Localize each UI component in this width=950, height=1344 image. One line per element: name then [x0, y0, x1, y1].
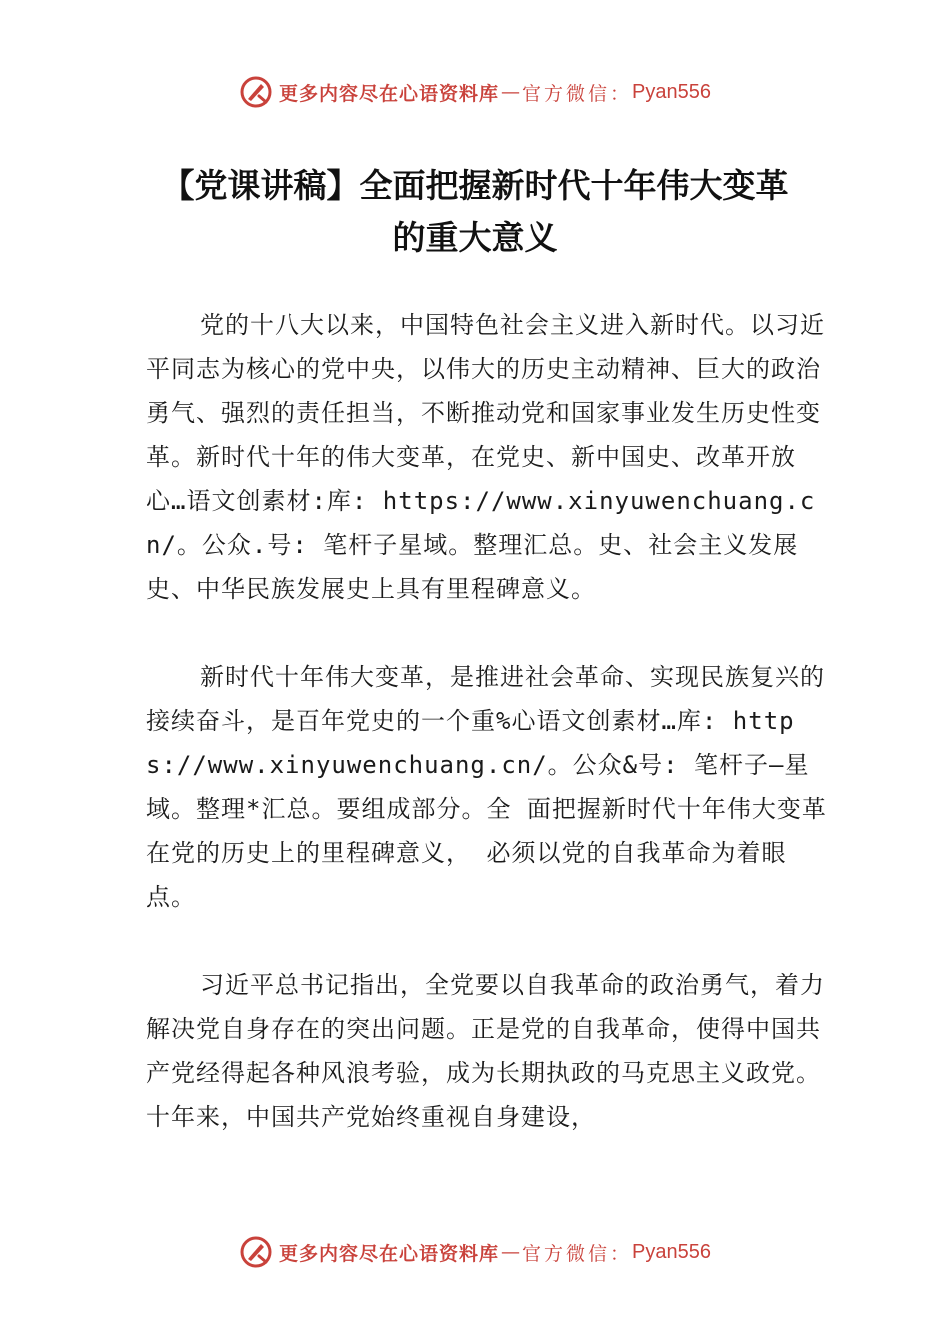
document-body	[146, 303, 828, 1183]
paragraph-3: 习近平总书记指出，全党要以自我革命的政治勇气，着力解决党自身存在的突出问题。正是党的自我革命，使得中国共产党经得起各种风浪考验，成为长期执政的马克思主义政党。十年来，中国共产党始终重视自身建设，	[146, 971, 825, 1131]
footer-banner	[0, 1232, 950, 1272]
brand-logo-icon	[239, 1235, 273, 1269]
document-title	[100, 160, 850, 264]
footer-wechat-label: 官方微信：	[522, 1242, 633, 1265]
title-line-2: 的重大意义	[392, 218, 558, 257]
paragraph-2: 新时代十年伟大变革，是推进社会革命、实现民族复兴的接续奋斗，是百年党史的一个重%心语文创素材…库: https://www.xinyuwenchuang.cn/。公众&号: 笔杆子—星域。整理*汇总。要组成部分。全 面把握新时代十年伟大变革在党的历史上的里程碑意义， 必须以党的自我革命为着眼点。	[146, 663, 827, 911]
banner-wechat-label: 官方微信：	[522, 82, 633, 105]
footer-brand-text: 更多内容尽在心语资料库	[279, 1242, 500, 1265]
paragraph-1: 党的十八大以来，中国特色社会主义进入新时代。以习近平同志为核心的党中央，以伟大的历史主动精神、巨大的政治勇气、强烈的责任担当，不断推动党和国家事业发生历史性变革。新时代十年的伟大变革，在党史、新中国史、改革开放心…语文创素材:库: https://www.xinyuwenchuang.cn/。公众.号: 笔杆子星域。整理汇总。史、社会主义发展史、中华民族发展史上具有里程碑意义。	[146, 311, 825, 603]
header-banner	[0, 72, 950, 112]
brand-logo-icon	[239, 75, 273, 109]
footer-separator: —	[501, 1241, 521, 1263]
banner-wechat-id: Pyan556	[632, 80, 711, 103]
banner-separator: —	[501, 81, 521, 103]
title-line-1: 【党课讲稿】全面把握新时代十年伟大变革	[161, 166, 789, 205]
footer-wechat-id: Pyan556	[632, 1240, 711, 1263]
banner-brand-text: 更多内容尽在心语资料库	[279, 82, 500, 105]
